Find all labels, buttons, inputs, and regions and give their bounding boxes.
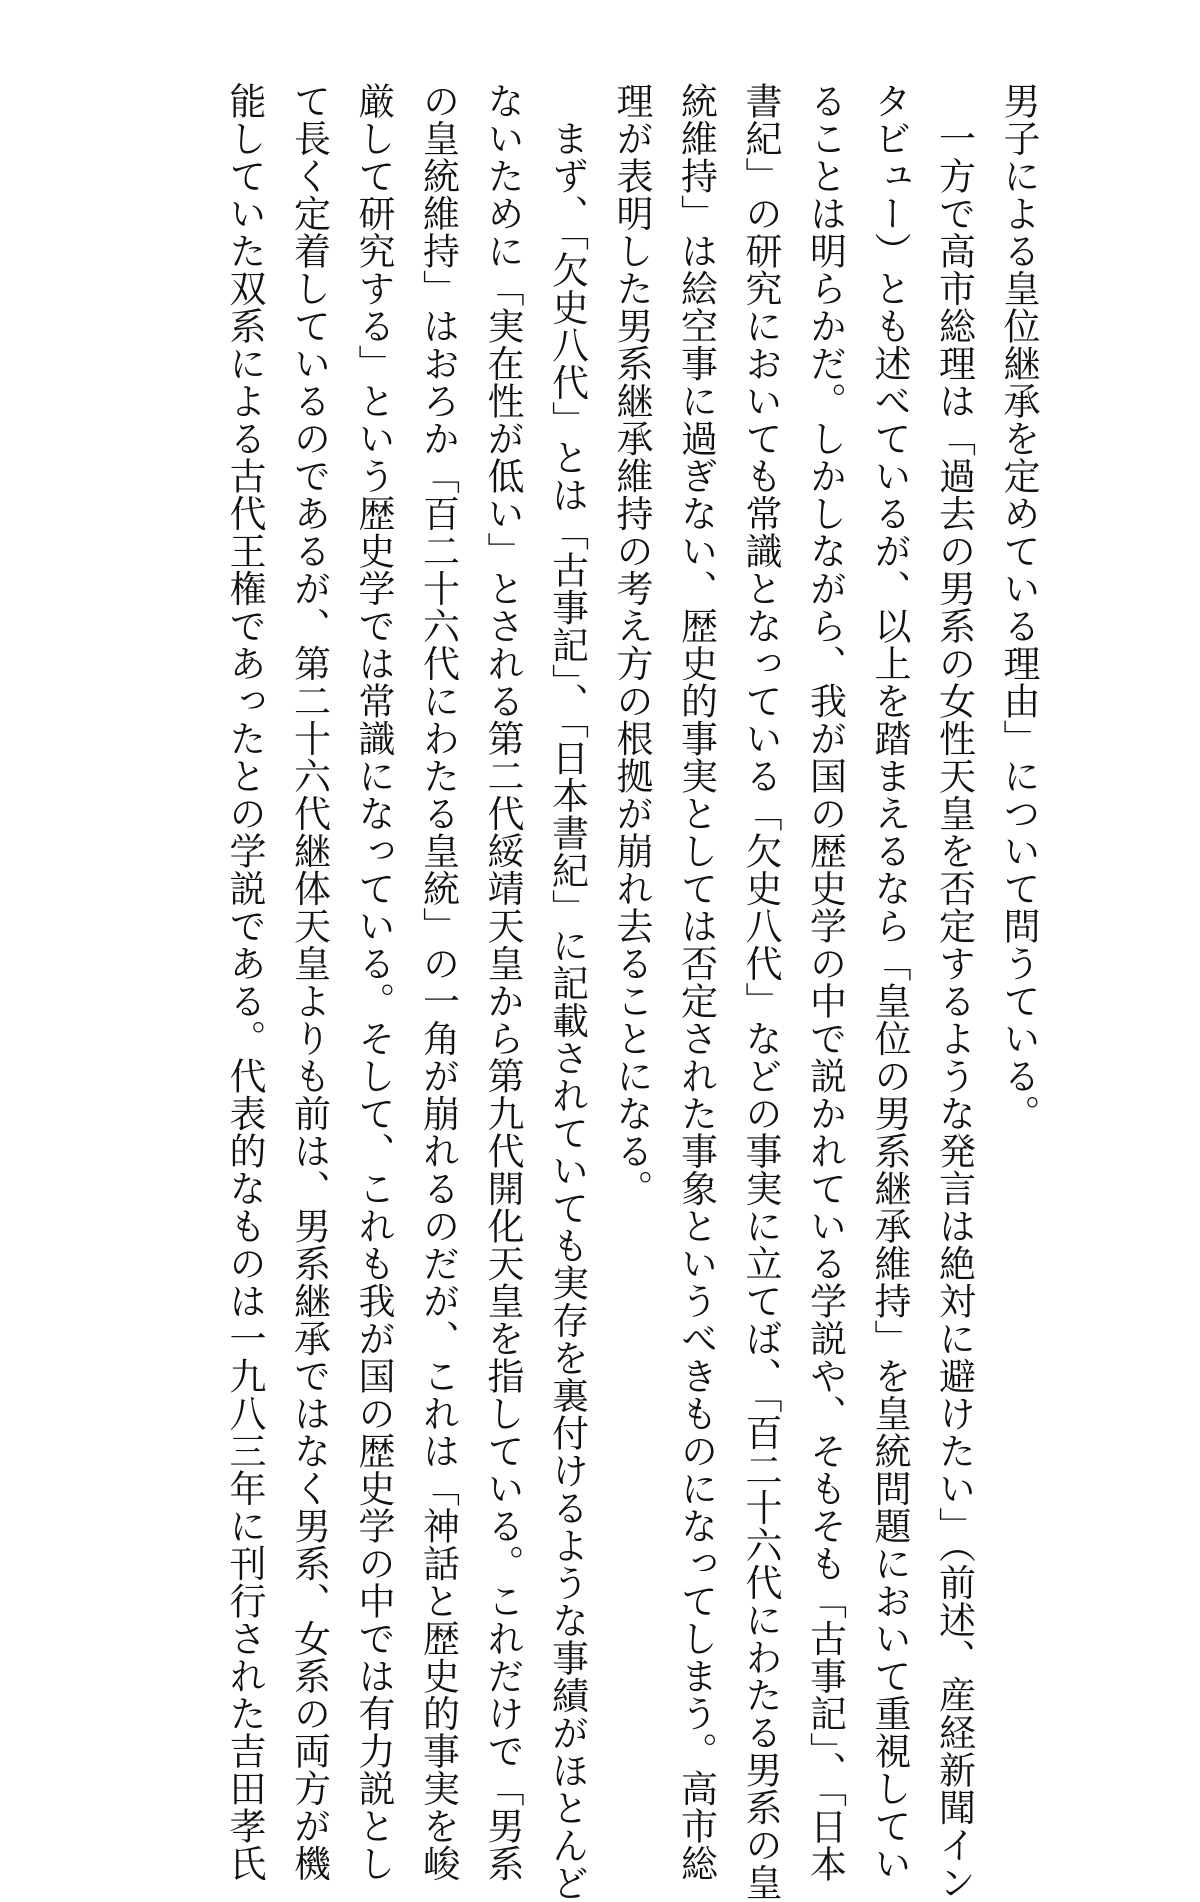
- text-column: て長く定着しているのであるが、第二十六代継体天皇よりも前は、男系継承ではなく男系、女系の両方が機: [287, 82, 331, 1882]
- text-column: 能していた双系による古代王権であったとの学説である。代表的なものは一九八三年に刊行された吉田孝氏: [223, 82, 266, 1882]
- text-column: ることは明らかだ。しかしながら、我が国の歴史学の中で説かれている学説や、そもそも「古事記」、「日本: [803, 82, 847, 1883]
- text-column: まず、「欠史八代」とは「古事記」、「日本書紀」に記載されていても実存を裏付けるような事績がほとんど: [545, 82, 589, 1902]
- vertical-text-body: [212, 82, 1051, 1902]
- text-column: 男子による皇位継承を定めている理由」について問うている。: [997, 82, 1040, 1132]
- text-column: 統維持」は絵空事に過ぎない、歴史的事実としては否定された事象というべきものになってしまう。高市総: [674, 82, 718, 1882]
- text-column: 厳して研究する」という歴史学では常識になっている。そして、これも我が国の歴史学の中では有力説とし: [352, 82, 395, 1882]
- text-column: ないために「実在性が低い」とされる第二代綏靖天皇から第九代開化天皇を指している。これだけで「男系: [481, 82, 524, 1882]
- text-column: 理が表明した男系継承維持の考え方の根拠が崩れ去ることになる。: [610, 82, 653, 1207]
- text-column: の皇統維持」はおろか「百二十六代にわたる皇統」の一角が崩れるのだが、これは「神話と歴史的事実を峻: [416, 82, 460, 1882]
- text-column: 一方で高市総理は「過去の男系の女性天皇を否定するような発言は絶対に避けたい」（前述、産経新聞イン: [932, 82, 976, 1901]
- text-column: タビュー）とも述べているが、以上を踏まえるなら「皇位の男系継承維持」を皇統問題において重視してい: [868, 82, 911, 1882]
- text-column: 書紀」の研究においても常識となっている「欠史八代」などの事実に立てば、「百二十六代にわたる男系の皇: [739, 82, 782, 1901]
